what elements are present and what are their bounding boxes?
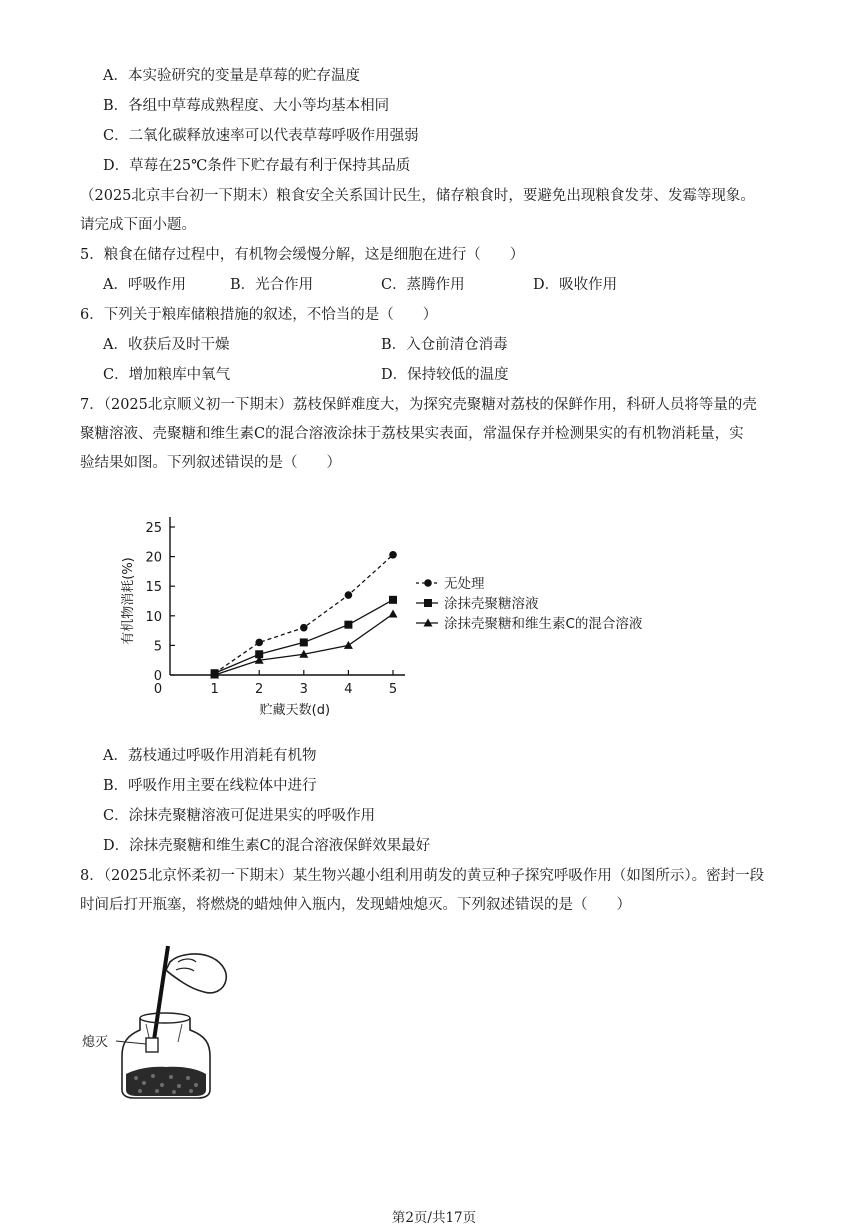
candle-rod	[154, 946, 168, 1040]
q7-stem-line1: 7．（2025北京顺义初一下期末）荔枝保鲜难度大，为探究壳聚糖对荔枝的保鲜作用，科研人员将等量的壳	[80, 397, 757, 413]
x-axis-label: 贮藏天数(d)	[259, 703, 331, 718]
data-point	[389, 551, 397, 559]
x-tick-label: 0	[153, 682, 163, 697]
y-axis-label: 有机物消耗(%)	[121, 557, 136, 645]
q5-option-b: B．光合作用	[230, 277, 314, 293]
q5-option-a: A．呼吸作用	[103, 277, 186, 293]
y-tick-label: 5	[153, 639, 162, 655]
q6-option-d: D．保持较低的温度	[381, 367, 509, 383]
q7-option-b: B．呼吸作用主要在线粒体中进行	[103, 778, 317, 794]
q4-option-b: B．各组中草莓成熟程度、大小等均基本相同	[103, 98, 390, 114]
q5-option-d: D．吸收作用	[533, 277, 618, 293]
q5-option-c: C．蒸腾作用	[381, 277, 465, 293]
data-point	[345, 591, 353, 599]
q8-stem-line1: 8．（2025北京怀柔初一下期末）某生物兴趣小组利用萌发的黄豆种子探究呼吸作用（如图所示）。密封一段	[80, 868, 765, 884]
x-tick-label: 4	[344, 682, 353, 697]
series-line	[215, 600, 393, 673]
legend-label: 无处理	[444, 576, 485, 592]
x-tick-label: 2	[255, 682, 264, 697]
data-point	[344, 621, 352, 629]
page-footer: 第2页/共17页	[391, 1210, 477, 1226]
x-tick-label: 3	[299, 682, 308, 697]
seeds	[126, 1067, 206, 1096]
q7-option-c: C．涂抹壳聚糖溶液可促进果实的呼吸作用	[103, 808, 376, 824]
candle	[146, 1038, 158, 1052]
q5-6-intro-line1: （2025北京丰台初一下期末）粮食安全关系国计民生，储存粮食时，要避免出现粮食发芽、发霉等现象。	[80, 188, 755, 204]
q7-stem-line3: 验结果如图。下列叙述错误的是（ ）	[80, 455, 341, 471]
data-point	[424, 579, 432, 587]
q7-option-d: D．涂抹壳聚糖和维生素C的混合溶液保鲜效果最好	[103, 838, 431, 854]
y-tick-label: 15	[145, 580, 162, 596]
data-point	[389, 610, 398, 618]
q7-stem-line2: 聚糖溶液、壳聚糖和维生素C的混合溶液涂抹于荔枝果实表面，常温保存并检测果实的有机物消耗量，实	[80, 426, 744, 442]
q4-option-a: A．本实验研究的变量是草莓的贮存温度	[103, 68, 360, 84]
data-point	[344, 641, 353, 649]
x-tick-label: 1	[210, 682, 219, 697]
q6-option-a: A．收获后及时干燥	[103, 337, 230, 353]
y-tick-label: 10	[145, 609, 162, 625]
q4-option-c: C．二氧化碳释放速率可以代表草莓呼吸作用强弱	[103, 128, 419, 144]
q7-line-chart	[110, 510, 710, 720]
y-tick-label: 0	[153, 669, 162, 684]
q8-stem-line2: 时间后打开瓶塞，将燃烧的蜡烛伸入瓶内，发现蜡烛熄灭。下列叙述错误的是（ ）	[80, 897, 631, 913]
jar-candle-figure	[78, 940, 248, 1100]
extinguished-label: 熄灭	[82, 1035, 109, 1050]
y-tick-label: 20	[145, 550, 162, 566]
q6-stem: 6．下列关于粮库储粮措施的叙述，不恰当的是（ ）	[80, 307, 438, 323]
q5-6-intro-line2: 请完成下面小题。	[80, 217, 196, 233]
data-point	[424, 599, 432, 607]
q6-option-b: B．入仓前清仓消毒	[381, 337, 508, 353]
x-tick-label: 5	[388, 682, 398, 697]
legend-label: 涂抹壳聚糖溶液	[444, 596, 539, 612]
data-point	[300, 638, 308, 646]
legend-label: 涂抹壳聚糖和维生素C的混合溶液	[444, 616, 643, 632]
data-point	[255, 639, 263, 647]
q7-option-a: A．荔枝通过呼吸作用消耗有机物	[103, 748, 317, 764]
q4-option-d: D．草莓在25℃条件下贮存最有利于保持其品质	[103, 158, 411, 174]
data-point	[300, 624, 308, 632]
q6-option-c: C．增加粮库中氧气	[103, 367, 231, 383]
y-tick-label: 25	[145, 521, 162, 536]
data-point	[389, 596, 397, 604]
hand-drawing	[166, 954, 226, 993]
q5-stem: 5．粮食在储存过程中，有机物会缓慢分解，这是细胞在进行（ ）	[80, 247, 525, 263]
